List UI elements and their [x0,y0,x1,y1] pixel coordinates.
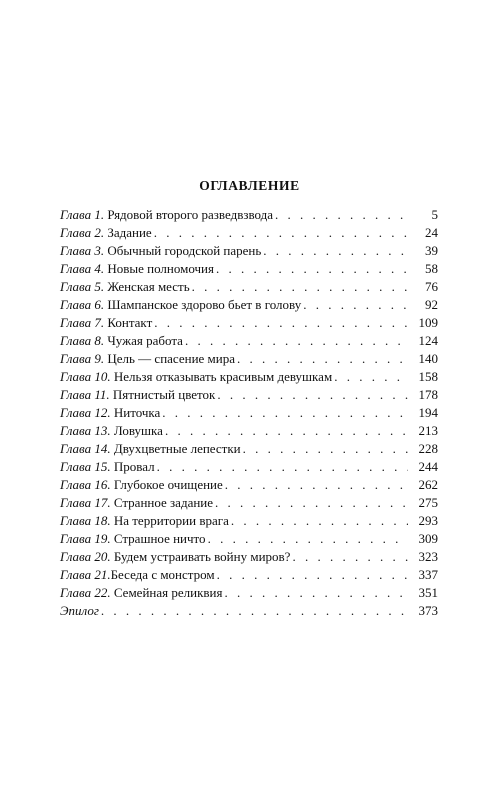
toc-chapter-number: Глава 11. [60,387,110,402]
toc-page-number: 213 [418,423,438,438]
toc-page-number: 140 [418,351,438,366]
toc-entry [60,494,438,512]
toc-chapter-title: Страшное ничто [110,531,206,546]
toc-chapter-number: Эпилог [60,603,99,618]
toc-page-number: 337 [418,567,438,582]
toc-entry [60,530,438,548]
toc-entry-label [60,296,301,314]
toc-entry-label [60,566,215,584]
toc-entry [60,278,438,296]
toc-chapter-title: Беседа с монстром [110,567,215,582]
toc-page-number: 109 [418,315,438,330]
toc-chapter-title: Нельзя отказывать красивым девушкам [110,369,333,384]
toc-chapter-title: Пятнистый цветок [109,387,216,402]
toc-chapter-number: Глава 9. [60,351,105,366]
toc-entry-label [60,224,152,242]
toc-entry-label [60,422,163,440]
toc-page-number: 323 [418,549,438,564]
toc-entry-label [60,314,152,332]
toc-page-number: 275 [418,495,438,510]
toc-chapter-number: Глава 19. [60,531,111,546]
toc-chapter-number: Глава 1. [60,207,105,222]
toc-entry-label [60,458,155,476]
toc-entry-label [60,584,222,602]
dot-leader [217,566,408,584]
dot-leader [237,350,408,368]
dot-leader [217,386,408,404]
toc-page-number: 309 [418,531,438,546]
toc-chapter-title: Провал [110,459,155,474]
toc-chapter-title: На территории врага [110,513,229,528]
toc-entry-label [60,494,213,512]
toc-entry-label [60,350,235,368]
toc-chapter-number: Глава 17. [60,495,111,510]
dot-leader [154,224,408,242]
toc-chapter-title: Женская месть [104,279,190,294]
dot-leader [157,458,408,476]
dot-leader [303,296,408,314]
toc-entry-label [60,206,273,224]
toc-chapter-title: Чужая работа [104,333,183,348]
toc-entry [60,260,438,278]
dot-leader [292,548,408,566]
dot-leader [243,440,408,458]
toc-chapter-title: Ниточка [110,405,161,420]
toc-entry-label [60,242,261,260]
toc-entry [60,440,438,458]
toc-entry [60,458,438,476]
toc-chapter-title: Контакт [104,315,153,330]
toc-chapter-number: Глава 10. [60,369,111,384]
toc-page-number: 76 [425,279,438,294]
dot-leader [185,332,408,350]
toc-chapter-number: Глава 15. [60,459,111,474]
dot-leader [225,476,408,494]
toc-entry [60,476,438,494]
toc-chapter-number: Глава 21. [60,567,111,582]
toc-chapter-number: Глава 22. [60,585,111,600]
toc-page-number: 124 [418,333,438,348]
dot-leader [275,206,408,224]
toc-chapter-number: Глава 20. [60,549,111,564]
dot-leader [334,368,408,386]
toc-page-number: 92 [425,297,438,312]
dot-leader [165,422,408,440]
toc-page-number: 293 [418,513,438,528]
toc-entry-label [60,332,183,350]
toc-entry [60,314,438,332]
toc-chapter-title: Странное задание [110,495,214,510]
toc-entry [60,206,438,224]
toc-entry [60,602,438,620]
toc-entry-label [60,368,332,386]
toc-entry [60,368,438,386]
toc-chapter-number: Глава 14. [60,441,111,456]
toc-entry [60,566,438,584]
toc-entry [60,584,438,602]
toc-entry-label [60,260,214,278]
toc-list [60,206,438,620]
toc-page-number: 351 [418,585,438,600]
dot-leader [263,242,408,260]
dot-leader [192,278,408,296]
toc-chapter-title: Двухцветные лепестки [110,441,241,456]
dot-leader [162,404,408,422]
toc-chapter-title: Обычный городской парень [104,243,262,258]
toc-chapter-number: Глава 18. [60,513,111,528]
dot-leader [154,314,408,332]
toc-chapter-number: Глава 5. [60,279,105,294]
toc-chapter-title: Глубокое очищение [110,477,223,492]
toc-chapter-number: Глава 7. [60,315,105,330]
toc-entry [60,224,438,242]
toc-entry-label [60,512,229,530]
toc-chapter-title: Будем устраивать войну миров? [110,549,291,564]
toc-chapter-number: Глава 6. [60,297,105,312]
toc-chapter-number: Глава 4. [60,261,105,276]
toc-chapter-title: Семейная реликвия [110,585,223,600]
toc-page-number: 194 [418,405,438,420]
toc-page-number: 373 [418,603,438,618]
dot-leader [101,602,408,620]
toc-title: ОГЛАВЛЕНИЕ [199,178,300,193]
toc-entry-label [60,548,290,566]
toc-chapter-number: Глава 3. [60,243,105,258]
toc-entry-label [60,404,160,422]
toc-entry [60,242,438,260]
toc-entry [60,422,438,440]
toc-entry [60,350,438,368]
toc-page-number: 24 [425,225,438,240]
toc-page-number: 244 [418,459,438,474]
toc-entry [60,332,438,350]
toc-page-number: 262 [418,477,438,492]
toc-chapter-number: Глава 13. [60,423,111,438]
dot-leader [208,530,408,548]
toc-entry [60,548,438,566]
toc-page-number: 39 [425,243,438,258]
toc-chapter-number: Глава 12. [60,405,111,420]
toc-entry-label [60,476,223,494]
toc-chapter-number: Глава 16. [60,477,111,492]
toc-chapter-title: Ловушка [110,423,163,438]
toc-entry-label [60,386,215,404]
toc-chapter-title: Задание [104,225,152,240]
toc-entry-label [60,602,99,620]
toc-entry [60,404,438,422]
toc-page-number: 178 [418,387,438,402]
toc-entry-label [60,440,241,458]
toc-entry [60,296,438,314]
toc-chapter-title: Шампанское здорово бьет в голову [104,297,302,312]
toc-page-number: 58 [425,261,438,276]
toc-chapter-title: Рядовой второго разведвзвода [104,207,274,222]
dot-leader [231,512,408,530]
dot-leader [215,494,408,512]
dot-leader [224,584,408,602]
toc-chapter-number: Глава 8. [60,333,105,348]
toc-chapter-title: Новые полномочия [104,261,214,276]
dot-leader [216,260,408,278]
toc-page-number: 5 [431,207,438,222]
toc-chapter-title: Цель — спасение мира [104,351,236,366]
toc-chapter-number: Глава 2. [60,225,105,240]
toc-entry-label [60,530,206,548]
toc-entry [60,386,438,404]
toc-entry [60,512,438,530]
toc-page-number: 158 [418,369,438,384]
toc-page-number: 228 [418,441,438,456]
toc-entry-label [60,278,190,296]
